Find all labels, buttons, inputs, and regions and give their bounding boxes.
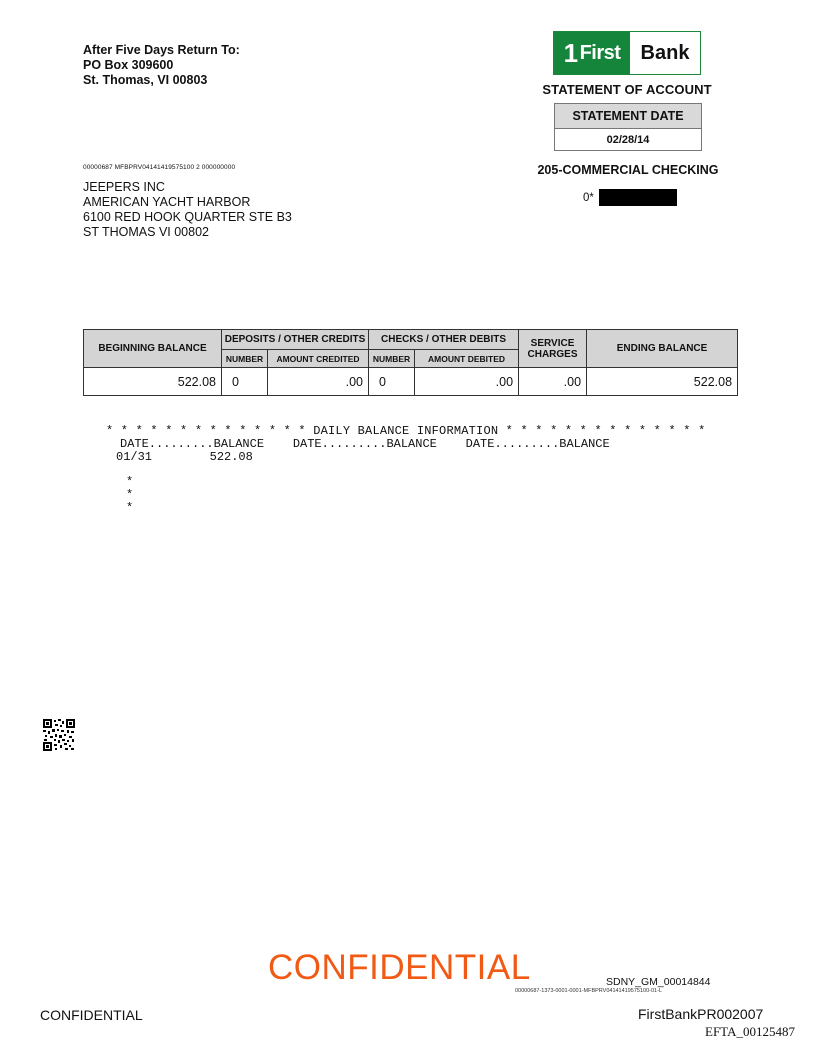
ending-balance-value: 522.08 (587, 368, 738, 396)
return-line-3: St. Thomas, VI 00803 (83, 73, 208, 87)
firstbank-logo (553, 31, 701, 75)
statement-date-value: 02/28/14 (606, 134, 650, 146)
daily-balance-columns: DATE.........BALANCE DATE.........BALANCE DATE.........BALANCE (120, 437, 610, 451)
checks-amount-value: .00 (415, 368, 519, 396)
table-row (84, 368, 738, 396)
statement-title: STATEMENT OF ACCOUNT (542, 82, 712, 97)
statement-date-box (554, 103, 702, 151)
checks-number-value: 0 (369, 368, 415, 396)
addressee-block (83, 180, 292, 240)
return-line-1: After Five Days Return To: (83, 43, 240, 57)
statement-date-label: STATEMENT DATE (555, 104, 701, 129)
header-beginning-balance: BEGINNING BALANCE (84, 330, 222, 368)
account-type: 205-COMMERCIAL CHECKING (537, 163, 719, 177)
header-service-charges: SERVICE CHARGES (519, 330, 587, 368)
qr-code-icon (43, 719, 75, 756)
logo-first: First (579, 41, 621, 64)
header-deposits-number: NUMBER (222, 350, 268, 368)
header-checks: CHECKS / OTHER DEBITS (369, 330, 519, 350)
deposits-number-value: 0 (222, 368, 268, 396)
account-summary-table (83, 329, 738, 396)
addressee-line-3: 6100 RED HOOK QUARTER STE B3 (83, 210, 292, 224)
logo-green-panel (554, 32, 630, 74)
sdny-bates-number: SDNY_GM_00014844 (606, 976, 711, 988)
return-line-2: PO Box 309600 (83, 58, 174, 72)
header-amount-debited: AMOUNT DEBITED (415, 350, 519, 368)
account-prefix: 0* (583, 191, 594, 204)
header-deposits: DEPOSITS / OTHER CREDITS (222, 330, 369, 350)
header-amount-credited: AMOUNT CREDITED (268, 350, 369, 368)
deposits-amount-value: .00 (268, 368, 369, 396)
redaction-bar (599, 189, 677, 206)
header-ending-balance: ENDING BALANCE (587, 330, 738, 368)
return-address (83, 43, 240, 88)
beginning-balance-value: 522.08 (84, 368, 222, 396)
account-number (583, 189, 677, 206)
confidential-stamp: CONFIDENTIAL (268, 948, 531, 987)
service-charges-value: .00 (519, 368, 587, 396)
mailing-code: 00000687 MFBPRV04141419575100 2 000000000 (83, 164, 236, 171)
logo-bank: Bank (630, 32, 700, 74)
document-tracking-code: 00000687-1373-0001-0001-MFBPRV04141419575100-01-L (515, 988, 662, 994)
addressee-line-2: AMERICAN YACHT HARBOR (83, 195, 251, 209)
firstbank-bates-number: FirstBankPR002007 (638, 1006, 764, 1022)
daily-balance-row: 01/31 522.08 (116, 450, 253, 464)
daily-balance-stars: * * * (126, 475, 134, 515)
logo-one: 1 (563, 37, 578, 68)
addressee-line-1: JEEPERS INC (83, 180, 165, 194)
confidential-label: CONFIDENTIAL (40, 1007, 143, 1023)
header-checks-number: NUMBER (369, 350, 415, 368)
efta-number: EFTA_00125487 (705, 1024, 795, 1039)
daily-balance-heading: * * * * * * * * * * * * * * DAILY BALANCE INFORMATION * * * * * * * * * * * * * * (106, 424, 706, 438)
addressee-line-4: ST THOMAS VI 00802 (83, 225, 209, 239)
